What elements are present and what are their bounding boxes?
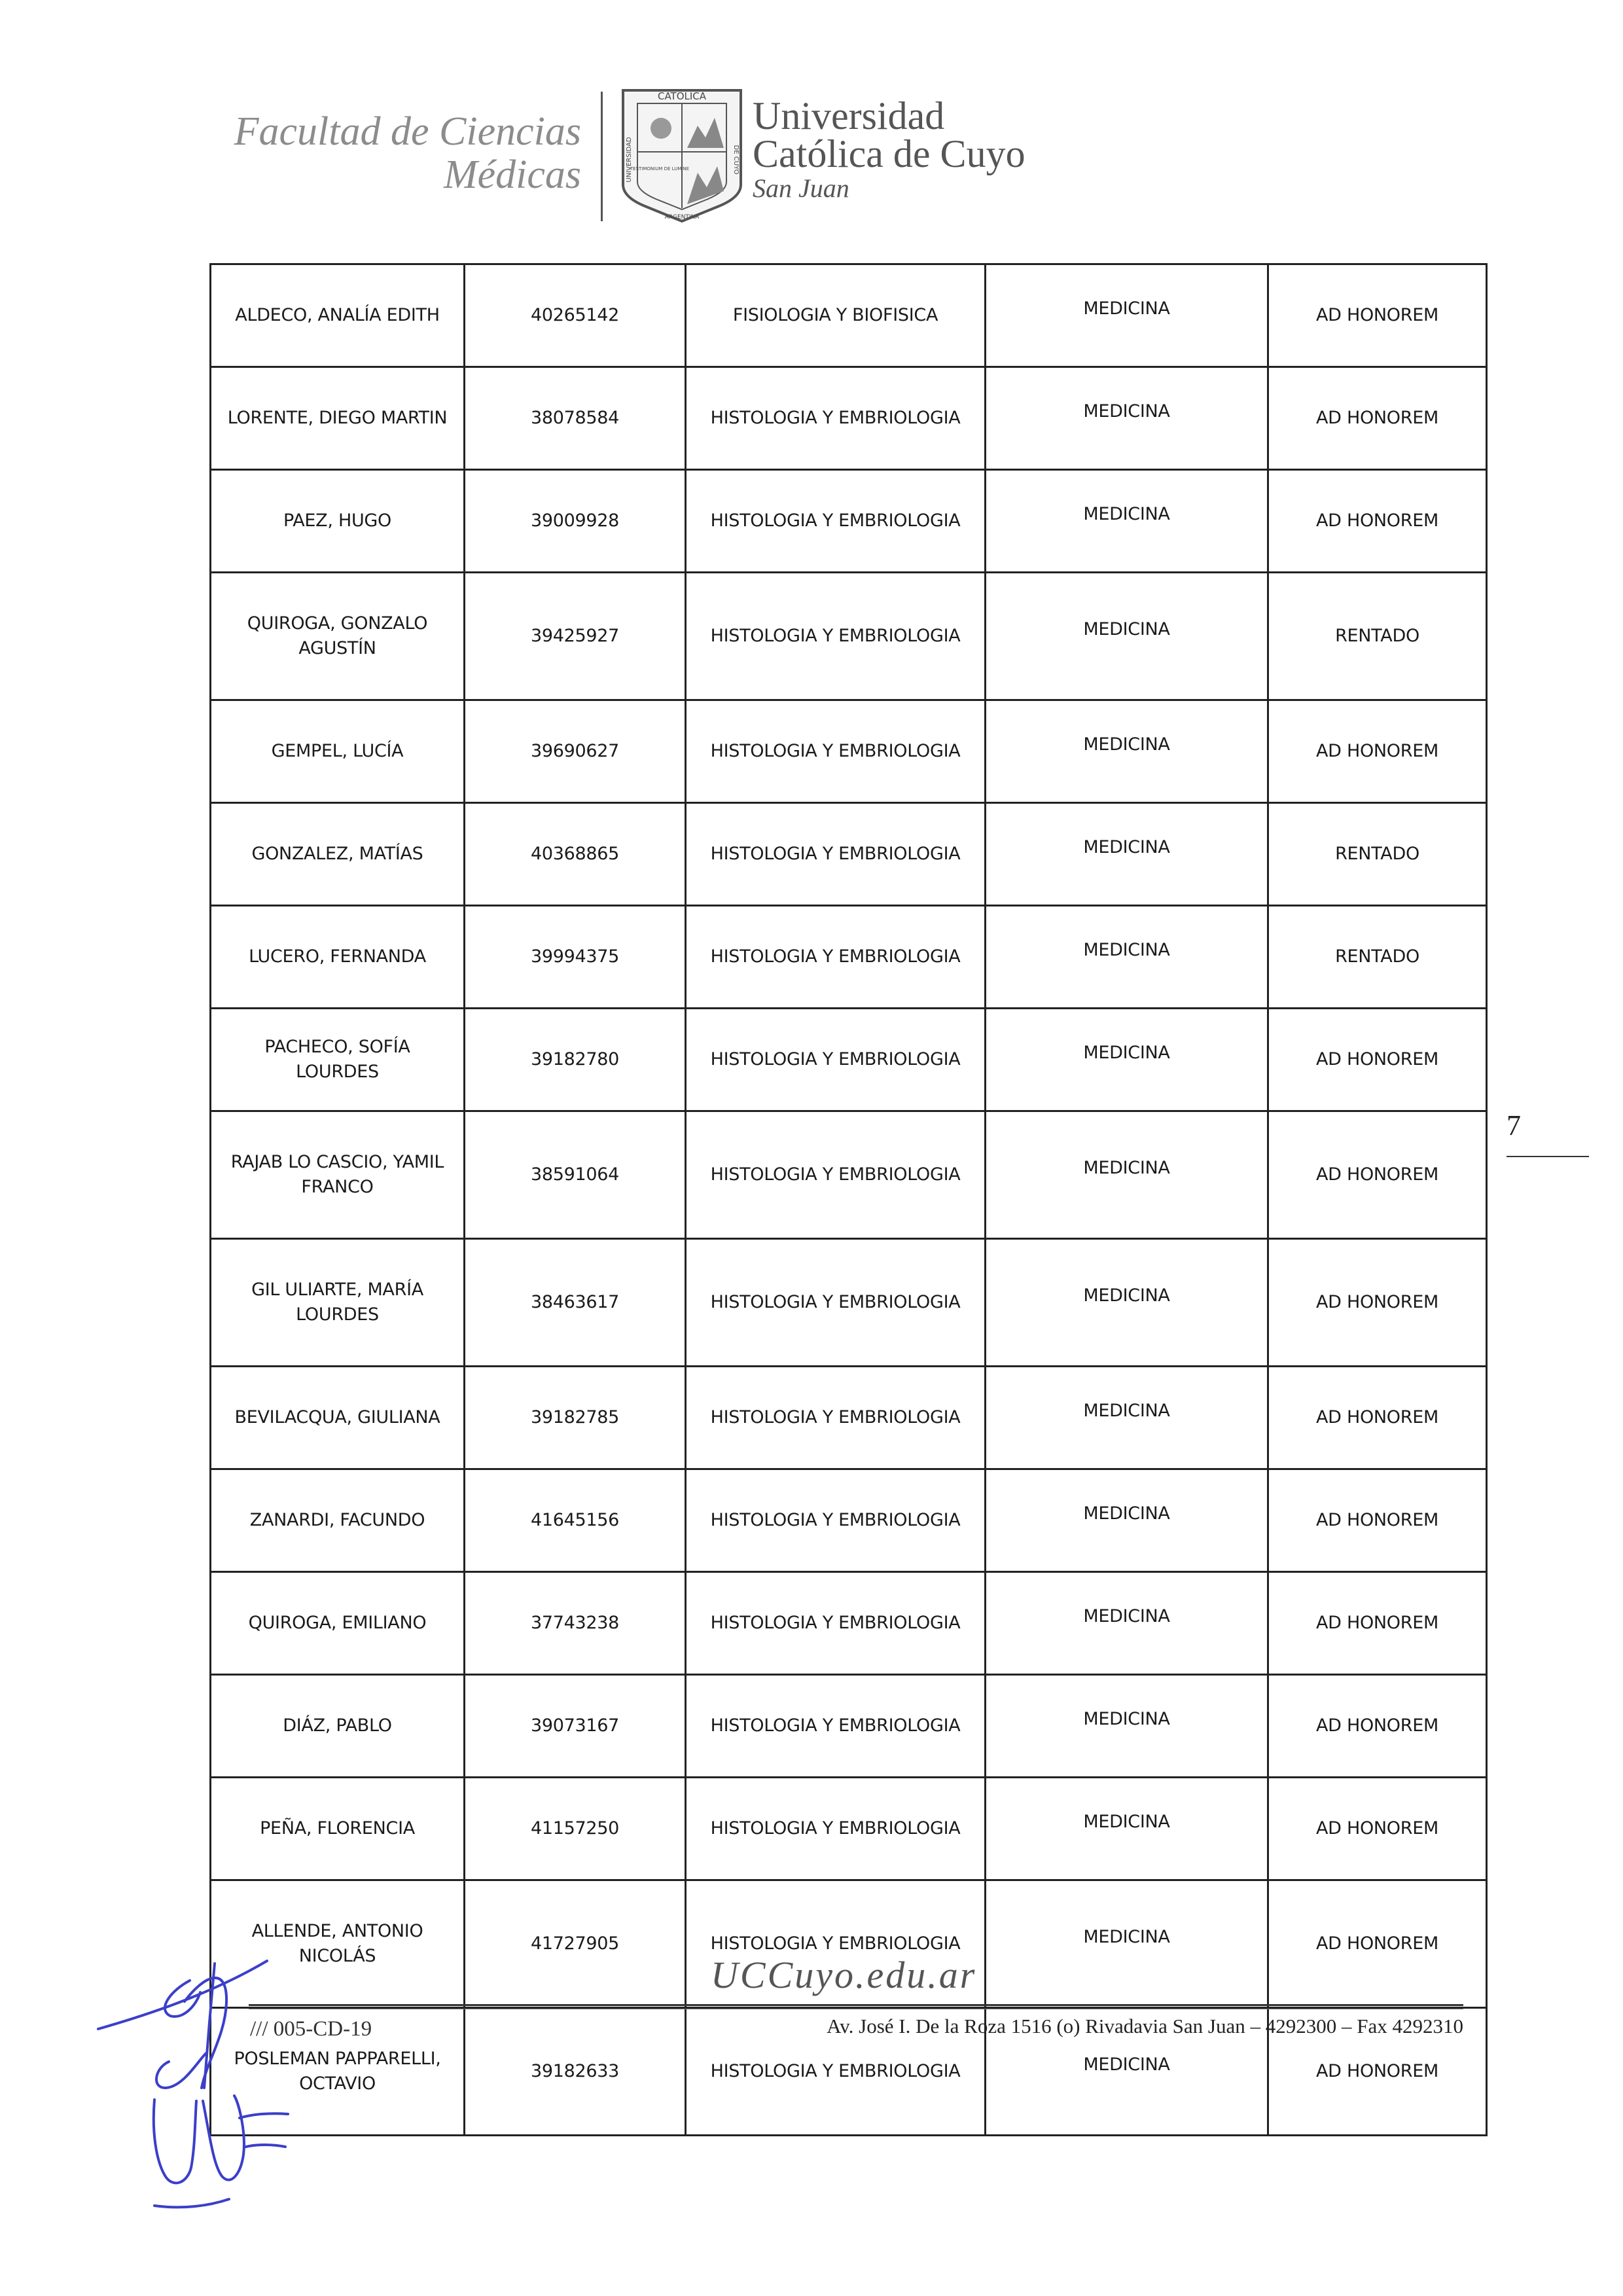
cell-status: AD HONOREM <box>1268 1572 1487 1675</box>
svg-text:ARGENTINA: ARGENTINA <box>664 214 700 221</box>
cell-name: BEVILACQUA, GIULIANA <box>211 1367 465 1469</box>
cell-career: MEDICINA <box>986 367 1268 470</box>
cell-subject: HISTOLOGIA Y EMBRIOLOGIA <box>686 573 986 700</box>
cell-status: AD HONOREM <box>1268 1675 1487 1778</box>
cell-career: MEDICINA <box>986 1009 1268 1111</box>
svg-text:CATOLICA: CATOLICA <box>657 90 707 102</box>
cell-name: GEMPEL, LUCÍA <box>211 700 465 803</box>
cell-name: ALLENDE, ANTONIO NICOLÁS <box>211 1880 465 2008</box>
table-row <box>211 1778 1487 1880</box>
cell-subject: HISTOLOGIA Y EMBRIOLOGIA <box>686 803 986 906</box>
cell-name: LORENTE, DIEGO MARTIN <box>211 367 465 470</box>
cell-name: PACHECO, SOFÍA LOURDES <box>211 1009 465 1111</box>
university-line-1: Universidad <box>753 94 945 137</box>
cell-dni: 38078584 <box>465 367 686 470</box>
cell-career: MEDICINA <box>986 1367 1268 1469</box>
table-row <box>211 1367 1487 1469</box>
cell-name: PAEZ, HUGO <box>211 470 465 573</box>
cell-name: ZANARDI, FACUNDO <box>211 1469 465 1572</box>
cell-dni: 41727905 <box>465 1880 686 2008</box>
faculty-line-2: Médicas <box>443 152 581 197</box>
cell-dni: 40265142 <box>465 264 686 367</box>
table-row <box>211 264 1487 367</box>
table-row <box>211 1572 1487 1675</box>
cell-dni: 40368865 <box>465 803 686 906</box>
cell-status: AD HONOREM <box>1268 700 1487 803</box>
svg-text:DE CUYO: DE CUYO <box>732 145 740 175</box>
cell-dni: 39073167 <box>465 1675 686 1778</box>
cell-status: AD HONOREM <box>1268 367 1487 470</box>
footer-address: Av. José I. De la Roza 1516 (o) Rivadavia San Juan – 4292300 – Fax 4292310 <box>827 2015 1463 2037</box>
faculty-line-1: Facultad de Ciencias <box>234 109 581 154</box>
cell-career: MEDICINA <box>986 1778 1268 1880</box>
cell-status: AD HONOREM <box>1268 1880 1487 2008</box>
cell-career: MEDICINA <box>986 1239 1268 1367</box>
cell-status: RENTADO <box>1268 573 1487 700</box>
cell-subject: HISTOLOGIA Y EMBRIOLOGIA <box>686 1778 986 1880</box>
cell-subject: HISTOLOGIA Y EMBRIOLOGIA <box>686 1675 986 1778</box>
cell-status: AD HONOREM <box>1268 1239 1487 1367</box>
cell-status: AD HONOREM <box>1268 264 1487 367</box>
cell-status: AD HONOREM <box>1268 1111 1487 1239</box>
handwritten-signature <box>92 1924 380 2225</box>
cell-name: DIÁZ, PABLO <box>211 1675 465 1778</box>
cell-career: MEDICINA <box>986 2008 1268 2136</box>
table-row <box>211 470 1487 573</box>
cell-name: GONZALEZ, MATÍAS <box>211 803 465 906</box>
table-row <box>211 1675 1487 1778</box>
cell-dni: 39182780 <box>465 1009 686 1111</box>
cell-career: MEDICINA <box>986 906 1268 1009</box>
cell-subject: HISTOLOGIA Y EMBRIOLOGIA <box>686 1009 986 1111</box>
cell-career: MEDICINA <box>986 1880 1268 2008</box>
cell-subject: HISTOLOGIA Y EMBRIOLOGIA <box>686 1469 986 1572</box>
cell-status: AD HONOREM <box>1268 1778 1487 1880</box>
cell-subject: HISTOLOGIA Y EMBRIOLOGIA <box>686 1572 986 1675</box>
university-seal-logo <box>619 86 745 225</box>
footer-website: UCCuyo.edu.ar <box>711 1954 977 1996</box>
cell-dni: 39690627 <box>465 700 686 803</box>
cell-status: AD HONOREM <box>1268 470 1487 573</box>
cell-status: AD HONOREM <box>1268 1367 1487 1469</box>
cell-subject: HISTOLOGIA Y EMBRIOLOGIA <box>686 1367 986 1469</box>
table-row <box>211 573 1487 700</box>
cell-dni: 39009928 <box>465 470 686 573</box>
table-row <box>211 1469 1487 1572</box>
svg-text:UNIVERSIDAD: UNIVERSIDAD <box>626 137 633 183</box>
cell-career: MEDICINA <box>986 573 1268 700</box>
cell-career: MEDICINA <box>986 470 1268 573</box>
cell-name: GIL ULIARTE, MARÍA LOURDES <box>211 1239 465 1367</box>
cell-name: POSLEMAN PAPPARELLI, OCTAVIO <box>211 2008 465 2136</box>
cell-status: RENTADO <box>1268 906 1487 1009</box>
cell-subject: HISTOLOGIA Y EMBRIOLOGIA <box>686 2008 986 2136</box>
page-number: 7 <box>1507 1109 1521 1141</box>
table-row <box>211 1111 1487 1239</box>
university-city: San Juan <box>753 173 849 203</box>
table-row <box>211 1239 1487 1367</box>
cell-career: MEDICINA <box>986 264 1268 367</box>
cell-subject: HISTOLOGIA Y EMBRIOLOGIA <box>686 367 986 470</box>
cell-subject: HISTOLOGIA Y EMBRIOLOGIA <box>686 906 986 1009</box>
cell-status: AD HONOREM <box>1268 1009 1487 1111</box>
faculty-name <box>223 110 581 196</box>
cell-dni: 39182785 <box>465 1367 686 1469</box>
university-line-2: Católica de Cuyo <box>753 132 1026 175</box>
cell-subject: HISTOLOGIA Y EMBRIOLOGIA <box>686 1239 986 1367</box>
cell-dni: 39425927 <box>465 573 686 700</box>
cell-career: MEDICINA <box>986 1572 1268 1675</box>
table-body <box>211 264 1487 2136</box>
cell-status: AD HONOREM <box>1268 2008 1487 2136</box>
cell-subject: HISTOLOGIA Y EMBRIOLOGIA <box>686 1111 986 1239</box>
staff-table <box>209 263 1488 2136</box>
cell-career: MEDICINA <box>986 1469 1268 1572</box>
cell-subject: HISTOLOGIA Y EMBRIOLOGIA <box>686 470 986 573</box>
cell-subject: HISTOLOGIA Y EMBRIOLOGIA <box>686 1880 986 2008</box>
table-row <box>211 700 1487 803</box>
cell-name: RAJAB LO CASCIO, YAMIL FRANCO <box>211 1111 465 1239</box>
table-row <box>211 1009 1487 1111</box>
cell-dni: 41645156 <box>465 1469 686 1572</box>
table-row <box>211 906 1487 1009</box>
cell-subject: HISTOLOGIA Y EMBRIOLOGIA <box>686 700 986 803</box>
header-divider <box>601 92 603 221</box>
cell-name: QUIROGA, EMILIANO <box>211 1572 465 1675</box>
cell-career: MEDICINA <box>986 803 1268 906</box>
table-row <box>211 803 1487 906</box>
cell-status: RENTADO <box>1268 803 1487 906</box>
table-row <box>211 367 1487 470</box>
cell-name: QUIROGA, GONZALO AGUSTÍN <box>211 573 465 700</box>
cell-name: PEÑA, FLORENCIA <box>211 1778 465 1880</box>
document-code: /// 005-CD-19 <box>250 2017 372 2041</box>
cell-subject: FISIOLOGIA Y BIOFISICA <box>686 264 986 367</box>
cell-name: LUCERO, FERNANDA <box>211 906 465 1009</box>
university-name <box>753 94 1026 203</box>
cell-dni: 39182633 <box>465 2008 686 2136</box>
cell-dni: 38463617 <box>465 1239 686 1367</box>
svg-text:TESTIMONIUM DE LUMINE: TESTIMONIUM DE LUMINE <box>630 166 690 171</box>
cell-status: AD HONOREM <box>1268 1469 1487 1572</box>
cell-name: ALDECO, ANALÍA EDITH <box>211 264 465 367</box>
cell-dni: 39994375 <box>465 906 686 1009</box>
cell-dni: 37743238 <box>465 1572 686 1675</box>
cell-dni: 41157250 <box>465 1778 686 1880</box>
footer-divider <box>249 2004 1463 2009</box>
page-number-underline <box>1507 1156 1589 1157</box>
cell-career: MEDICINA <box>986 1675 1268 1778</box>
cell-dni: 38591064 <box>465 1111 686 1239</box>
cell-career: MEDICINA <box>986 700 1268 803</box>
cell-career: MEDICINA <box>986 1111 1268 1239</box>
